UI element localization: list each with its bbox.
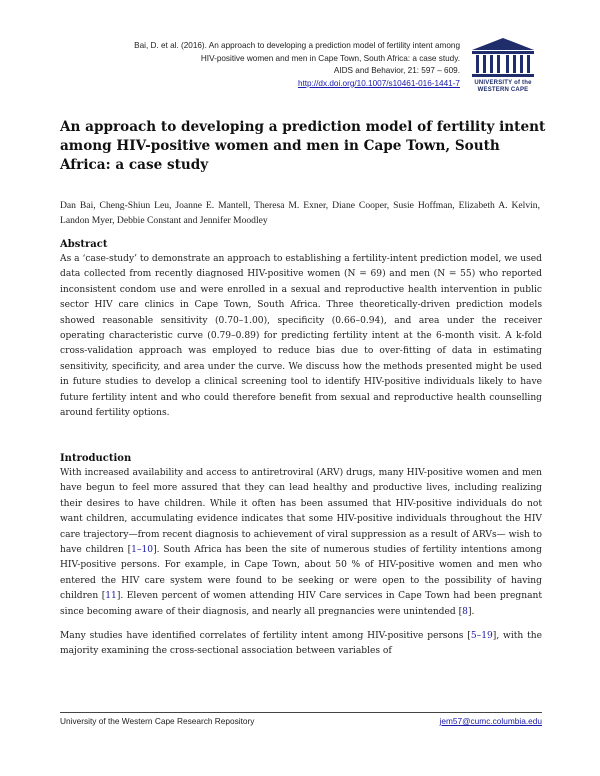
reference-link[interactable]: 11 — [105, 591, 117, 602]
intro-p1-text-a: With increased availability and access to antiretroviral (ARV) drugs, many HIV-positive women and men have begun to feel more assured that they can lead healthy and productive lives, including realizing their desires to have children. While it often has been assumed that HIV-positive individuals do not want children, accumulating evidence indicates that some HIV-positive individuals throughout the HIV care trajectory—from recent diagnosis to achievement of viral suppression as a result of ARVs— wish to have children [ — [60, 468, 542, 556]
introduction-paragraph-1 — [60, 466, 542, 620]
reference-link[interactable]: 8 — [462, 606, 468, 617]
intro-p2-text-a: Many studies have identified correlates of fertility intent among HIV-positive persons [ — [60, 631, 471, 642]
intro-p1-text-b: ]. South Africa has been the site of numerous studies of fertility intentions among HIV-positive persons. For example, in Cape Town, about 50 % of HIV-positive women and men who entered the HIV care system were found to be seeking or were open to the possibility of having children [ — [60, 545, 542, 602]
intro-p1-text-c: ]. Eleven percent of women attending HIV Care services in Cape Town had been pregnant since becoming aware of their diagnosis, and nearly all pregnancies were unintended [ — [60, 591, 542, 617]
reference-link[interactable]: 5–19 — [470, 631, 493, 642]
doi-link[interactable]: http://dx.doi.org/10.1007/s10461-016-1441-7 — [297, 78, 460, 88]
introduction-paragraph-2 — [60, 629, 542, 660]
reference-link[interactable]: 1–10 — [131, 545, 154, 556]
university-logo — [468, 36, 538, 102]
citation-line-1: Bai, D. et al. (2016). An approach to developing a prediction model of fertility intent among — [134, 41, 460, 50]
introduction-section — [60, 452, 542, 660]
citation-line-2: HIV-positive women and men in Cape Town, South Africa: a case study. — [200, 53, 460, 63]
citation-block — [60, 40, 460, 90]
paper-title: An approach to developing a prediction model of fertility intent among HIV-positive women and men in Cape Town, South Africa: a case study — [60, 119, 546, 173]
footer-repository: University of the Western Cape Research Repository — [60, 716, 255, 726]
citation-line-3: AIDS and Behavior, 21: 597 – 609. — [333, 66, 460, 75]
introduction-heading: Introduction — [60, 453, 132, 464]
logo-text-line-2: WESTERN CAPE — [477, 87, 529, 93]
footer-email-link[interactable]: jem57@cumc.columbia.edu — [439, 716, 542, 726]
intro-p1-text-d: ]. — [467, 606, 475, 617]
abstract-section — [60, 238, 542, 421]
building-icon — [468, 36, 538, 80]
intro-p2-text-b: ], with the majority examining the cross-sectional association between variables of — [60, 631, 542, 657]
logo-text-line-1: UNIVERSITY of the — [474, 80, 532, 86]
abstract-text: As a ‘case-study’ to demonstrate an approach to establishing a fertility-intent prediction model, we used data collected from recently diagnosed HIV-positive women (N = 69) and men (N = 55) who reported inconsistent condom use and were enrolled in a sexual and reproductive health intervention in public sector HIV care clinics in Cape Town, South Africa. Three theoretically-driven prediction models showed reasonable sensitivity (0.70–1.00), specificity (0.66–0.94), and area under the receiver operating characteristic curve (0.79–0.89) for predicting fertility intent at the 6-month visit. A k-fold cross-validation approach was employed to reduce bias due to over-fitting of data in estimating sensitivity, specificity, and area under the curve. We discuss how the methods presented might be used in future studies to develop a clinical screening tool to identify HIV-positive individuals likely to have future fertility intent and who could therefore benefit from sexual and reproductive health counselling around fertility options. — [60, 254, 542, 419]
abstract-heading: Abstract — [60, 239, 108, 250]
footer-divider — [60, 712, 542, 713]
author-list: Dan Bai, Cheng-Shiun Leu, Joanne E. Mantell, Theresa M. Exner, Diane Cooper, Susie Hoffman, Elizabeth A. Kelvin, Landon Myer, Debbie Constant and Jennifer Moodley — [60, 200, 540, 226]
